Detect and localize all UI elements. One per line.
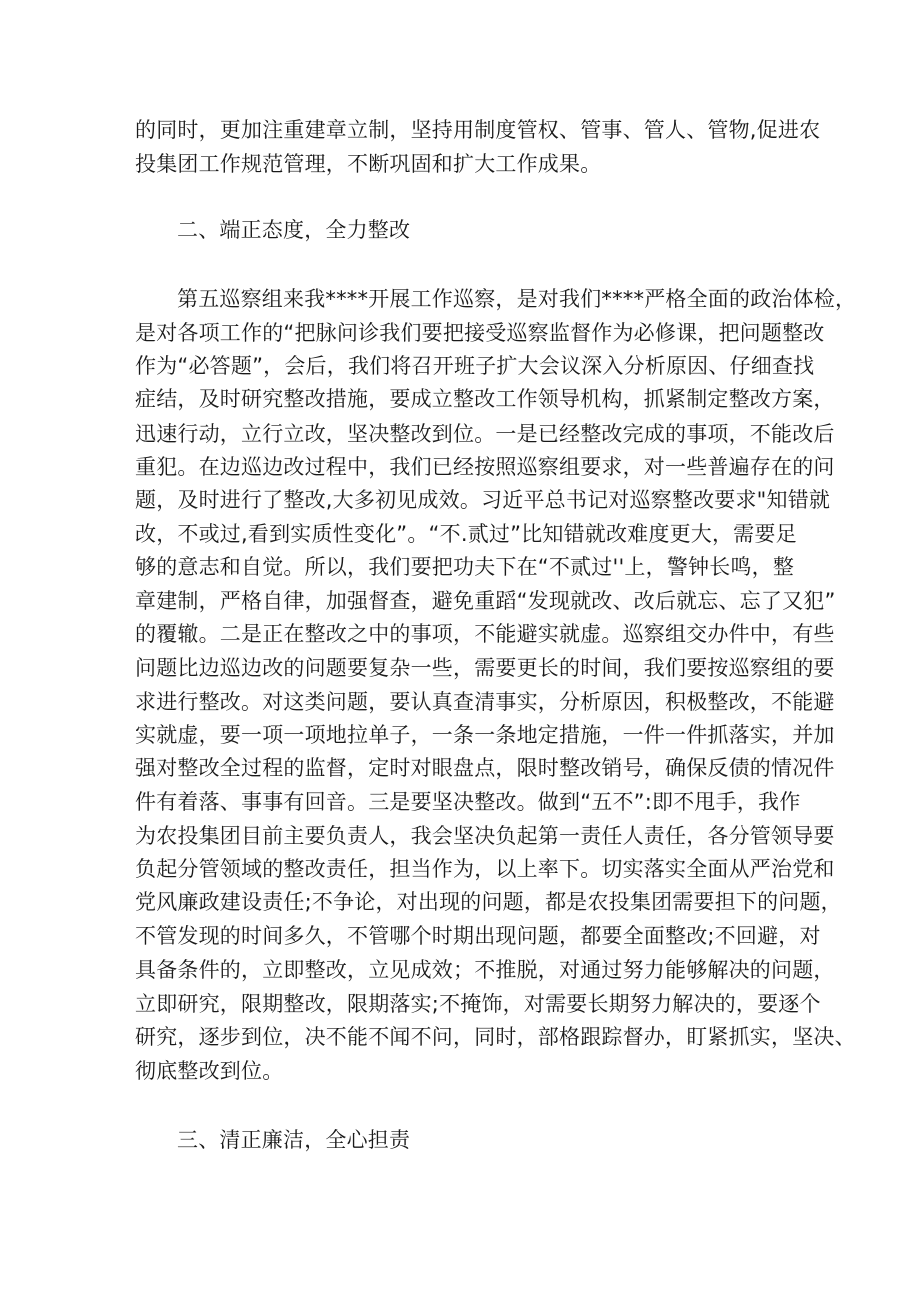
paragraph-line: 的同时，更加注重建章立制，坚持用制度管权、管事、管人、管物,促进农: [135, 118, 821, 142]
paragraph-line: 立即研究，限期整改，限期落实;不掩饰，对需要长期努力解决的，要逐个: [135, 992, 821, 1016]
paragraph-line: 够的意志和自觉。所以，我们要把功夫下在“不贰过''上，警钟长鸣，整: [135, 555, 795, 579]
paragraph-line: 件有着落、事事有回音。三是要坚决整改。做到“五不”:即不甩手，我作: [135, 790, 801, 814]
paragraph-line: 投集团工作规范管理，不断巩固和扩大工作成果。: [135, 152, 602, 176]
section-heading: 三、清正廉洁，全心担责: [177, 1128, 411, 1152]
paragraph-line: 作为“必答题”，会后，我们将召开班子扩大会议深入分析原因、仔细查找: [135, 354, 815, 378]
paragraph-line: 重犯。在边巡边改过程中，我们已经按照巡察组要求，对一些普遍存在的问: [135, 455, 835, 479]
paragraph-line: 不管发现的时间多久，不管哪个时期出现问题，都要全面整改;不回避，对: [135, 924, 821, 948]
paragraph-line: 彻底整改到位。: [135, 1059, 284, 1083]
paragraph-line: 迅速行动，立行立改，坚决整改到位。一是已经整改完成的事项，不能改后: [135, 422, 835, 446]
paragraph-line: 负起分管领域的整改责任，担当作为，以上率下。切实落实全面从严治党和: [135, 857, 835, 881]
paragraph-line: 第五巡察组来我****开展工作巡察，是对我们****严格全面的政治体检，: [177, 287, 857, 311]
paragraph-line: 实就虚，要一项一项地拉单子，一条一条地定措施，一件一件抓落实，并加: [135, 723, 835, 747]
paragraph-line: 问题比边巡边改的问题要复杂一些，需要更长的时间，我们要按巡察组的要: [135, 656, 835, 680]
paragraph-line: 是对各项工作的“把脉问诊我们要把接受巡察监督作为必修课，把问题整改: [135, 321, 825, 345]
paragraph-line: 症结，及时研究整改措施，要成立整改工作领导机构，抓紧制定整改方案，: [135, 387, 835, 411]
paragraph-line: 改，不或过,看到实质性变化”。“不.贰过”比知错就改难度更大，需要足: [135, 522, 797, 546]
paragraph-line: 党风廉政建设责任;不争论，对出现的问题，都是农投集团需要担下的问题，: [135, 890, 842, 914]
paragraph-line: 强对整改全过程的监督，定时对眼盘点，限时整改销号，确保反债的情况件: [135, 756, 835, 780]
paragraph-line: 章建制，严格自律，加强督查，避免重蹈“发现就改、改后就忘、忘了又犯”: [135, 589, 836, 613]
paragraph-line: 求进行整改。对这类问题，要认真查清事实，分析原因，积极整改，不能避: [135, 690, 835, 714]
paragraph-line: 题，及时进行了整改,大多初见成效。习近平总书记对巡察整改要求"知错就: [135, 488, 831, 512]
section-heading: 二、端正态度，全力整改: [177, 218, 411, 242]
paragraph-line: 具备条件的，立即整改，立见成效；不推脱，对通过努力能够解决的问题，: [135, 958, 835, 982]
paragraph-line: 为农投集团目前主要负责人，我会坚决负起第一责任人责任，各分管领导要: [135, 824, 835, 848]
paragraph-line: 的覆辙。二是正在整改之中的事项，不能避实就虚。巡察组交办件中，有些: [135, 622, 835, 646]
paragraph-line: 研究，逐步到位，决不能不闻不问，同时，部格跟踪督办，盯紧抓实，坚决、: [135, 1025, 856, 1049]
